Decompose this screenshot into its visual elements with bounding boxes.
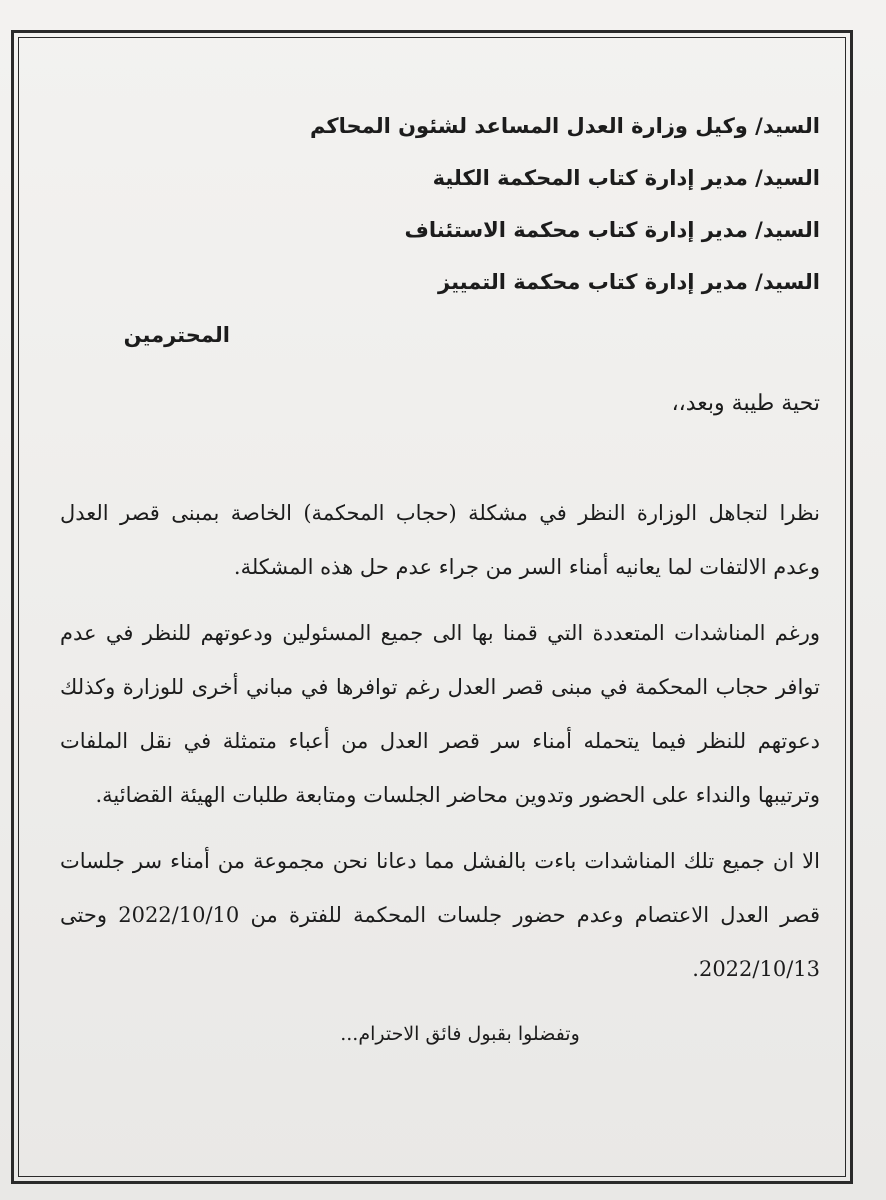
paragraph-appeals: ورغم المناشدات المتعددة التي قمنا بها الى جميع المسئولين ودعوتهم للنظر في عدم توافر حجاب المحكمة في مبنى قصر العدل رغم توافرها في مباني أخرى للوزارة وكذلك دعوتهم للنظر فيما يتحمله أمناء سر قصر العدل من أعباء متمثلة في نقل الملفات وترتيبها والنداء على الحضور وتدوين محاضر الجلسات ومتابعة طلبات الهيئة القضائية.	[60, 621, 820, 807]
greeting: تحية طيبة وبعد،،	[671, 391, 820, 416]
honorific: المحترمين	[123, 323, 230, 347]
letter-body	[60, 100, 820, 1054]
addressee-line: السيد/ مدير إدارة كتاب المحكمة الكلية	[432, 166, 820, 190]
addressee-line: السيد/ مدير إدارة كتاب محكمة التمييز	[438, 270, 820, 294]
closing-line: وتفضلوا بقبول فائق الاحترام...	[340, 1023, 580, 1045]
addressee-line: السيد/ وكيل وزارة العدل المساعد لشئون المحاكم	[309, 114, 820, 138]
addressee-line: السيد/ مدير إدارة كتاب محكمة الاستئناف	[404, 218, 820, 242]
paragraph-problem: نظرا لتجاهل الوزارة النظر في مشكلة (حجاب المحكمة) الخاصة بمبنى قصر العدل وعدم الالتفات لما يعانيه أمناء السر من جراء عدم حل هذه المشكلة.	[60, 501, 820, 579]
paragraph-strike: الا ان جميع تلك المناشدات باءت بالفشل مما دعانا نحن مجموعة من أمناء سر جلسات قصر العدل الاعتصام وعدم حضور جلسات المحكمة للفترة من 2022/10/10 وحتى 2022/10/13.	[60, 849, 821, 981]
